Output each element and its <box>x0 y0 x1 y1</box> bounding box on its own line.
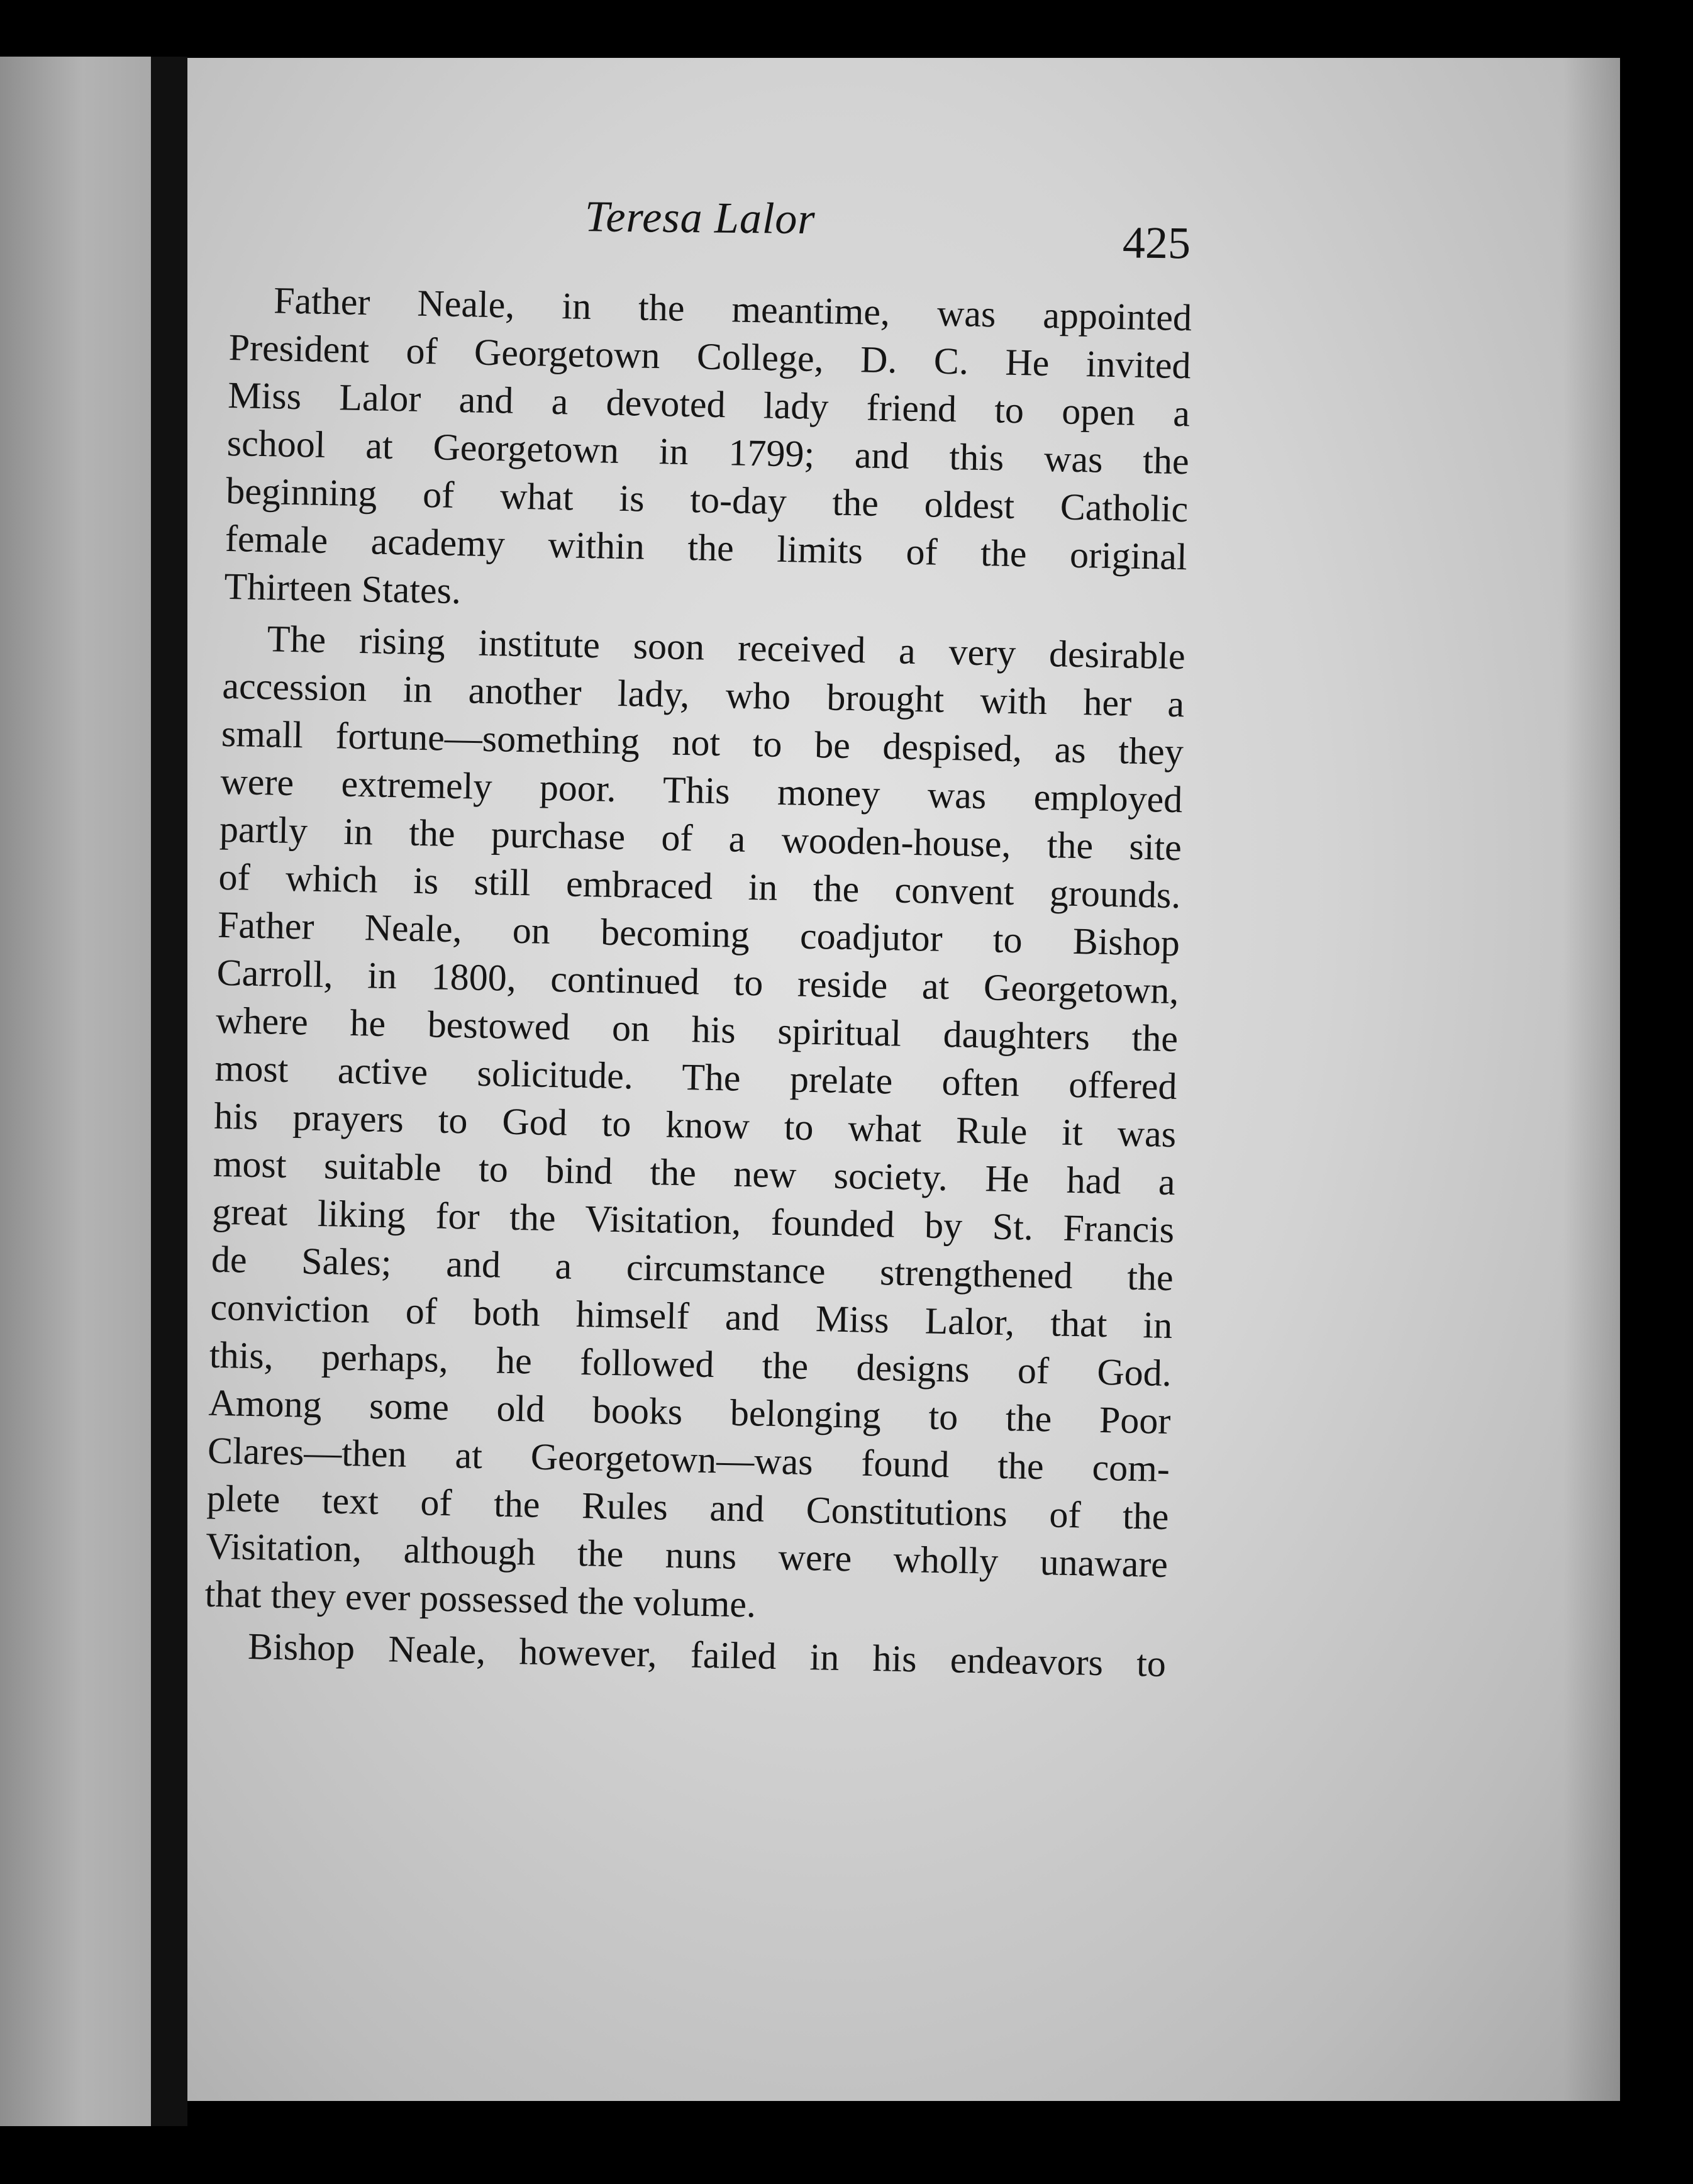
text-line: where he bestowed on his spiritual daughters the <box>215 999 1179 1060</box>
text-line: conviction of both himself and Miss Lalor, that in <box>209 1286 1173 1347</box>
text-line: Father Neale, in the meantime, was appointed <box>273 279 1192 339</box>
text-line: Thirteen States. <box>223 565 462 612</box>
text-line: his prayers to God to know to what Rule it was <box>213 1095 1177 1156</box>
text-line: Miss Lalor and a devoted lady friend to open a <box>227 374 1191 435</box>
page-shadow <box>1563 58 1620 2101</box>
text-line: that they ever possessed the volume. <box>204 1573 757 1625</box>
text-line: Father Neale, on becoming coadjutor to Bishop <box>217 903 1180 964</box>
text-line: Clares—then at Georgetown—was found the com- <box>207 1429 1170 1490</box>
text-line: Among some old books belonging to the Poor <box>208 1381 1171 1442</box>
book-gutter <box>151 57 187 2126</box>
running-title: Teresa Lalor <box>584 192 816 244</box>
text-line: small fortune—something not to be despised, as they <box>221 712 1184 773</box>
page-number: 425 <box>1122 217 1191 269</box>
text-line: female academy within the limits of the original <box>225 517 1188 578</box>
text-line: most suitable to bind the new society. He had a <box>213 1142 1176 1203</box>
text-line: de Sales; and a circumstance strengthened the <box>211 1238 1174 1299</box>
page-body <box>203 276 1192 1688</box>
paragraph <box>224 276 1192 628</box>
text-line: were extremely poor. This money was employed <box>219 760 1183 821</box>
text-line: this, perhaps, he followed the designs of God. <box>209 1334 1172 1395</box>
text-line: great liking for the Visitation, founded by St. Francis <box>211 1190 1175 1251</box>
text-line: beginning of what is to-day the oldest Catholic <box>225 469 1189 530</box>
text-line: Visitation, although the nuns were wholly unaware <box>205 1525 1168 1585</box>
text-line: The rising institute soon received a very desirable <box>267 618 1186 677</box>
facing-page-edge <box>0 57 151 2126</box>
text-line: of which is still embraced in the convent grounds. <box>218 855 1181 916</box>
text-line: plete text of the Rules and Constitutions of the <box>206 1477 1170 1538</box>
text-line: school at Georgetown in 1799; and this was the <box>226 421 1190 482</box>
text-line: Carroll, in 1800, continued to reside at Georgetown, <box>216 951 1180 1012</box>
text-line: most active solicitude. The prelate often offered <box>214 1047 1178 1108</box>
text-line: partly in the purchase of a wooden-house, the site <box>219 808 1182 869</box>
text-line: Bishop Neale, however, failed in his endeavors to <box>247 1625 1167 1685</box>
text-line: accession in another lady, who brought with her a <box>221 664 1185 725</box>
paragraph <box>204 614 1185 1636</box>
text-line: President of Georgetown College, D. C. He invited <box>228 326 1192 387</box>
